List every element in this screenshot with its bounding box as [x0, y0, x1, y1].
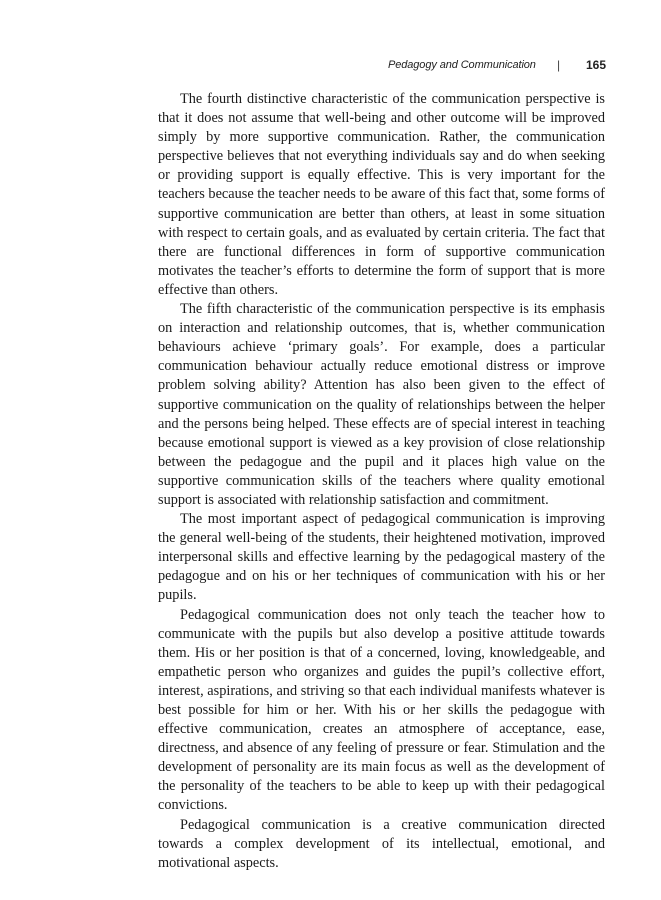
page-number: 165: [585, 58, 606, 72]
paragraph-4: Pedagogical communication does not only teach the teacher how to communicate with the pupils but also develop a positive attitude towards them. His or her position is that of a concerned, loving, knowledgeable, and empathetic person who organizes and guides the pupil’s collective effort, interest, aspirations, and striving so that each individual manifests whatever is best possible for him or her. With his or her skills the pedagogue with effective communication, creates an atmosphere of acceptance, ease, directness, and absence of any feeling of pressure or fear. Stimulation and the development of personality are its main focus as well as the development of the personality of the teachers to be able to keep up with their pedagogical convictions.: [158, 606, 605, 814]
running-header: [380, 58, 610, 76]
paragraph-3: The most important aspect of pedagogical communication is improving the general well-being of the students, their heightened motivation, improved interpersonal skills and effective learning by the pedagogical mastery of the pedagogue and on his or her techniques of communication with his or her pupils.: [158, 511, 605, 604]
body-text: [158, 90, 605, 873]
running-title: Pedagogy and Communication: [388, 59, 536, 71]
paragraph-2: The fifth characteristic of the communication perspective is its emphasis on interaction and relationship outcomes, that is, whether communication behaviours achieve ‘primary goals’. For example, does a particular communication behaviour actually reduce emotional distress or improve problem solving ability? Attention has also been given to the effect of supportive communication on the quality of relationships between the helper and the persons being helped. These effects are of special interest in teaching because emotional support is viewed as a key provision of close relationship between the pedagogue and the pupil and it places high value on the supportive communication skills of the teachers where quality emotional support is associated with relationship satisfaction and commitment.: [158, 301, 605, 508]
header-separator: |: [557, 58, 561, 72]
paragraph-5: Pedagogical communication is a creative communication directed towards a complex development of its intellectual, emotional, and motivational aspects.: [158, 816, 605, 871]
paragraph-1: The fourth distinctive characteristic of the communication perspective is that it does not assume that well-being and other outcome will be improved simply by more supportive communication. Rather, the communication perspective believes that not everything individuals say and do when seeking or providing support is equally effective. This is very important for the teachers because the teacher needs to be aware of this fact that, some forms of supportive communication are better than others, at least in some situation with respect to certain goals, and as evaluated by certain criteria. The fact that there are functional differences in form of supportive communication motivates the teacher’s efforts to determine the form of support that is more effective than others.: [158, 91, 605, 298]
